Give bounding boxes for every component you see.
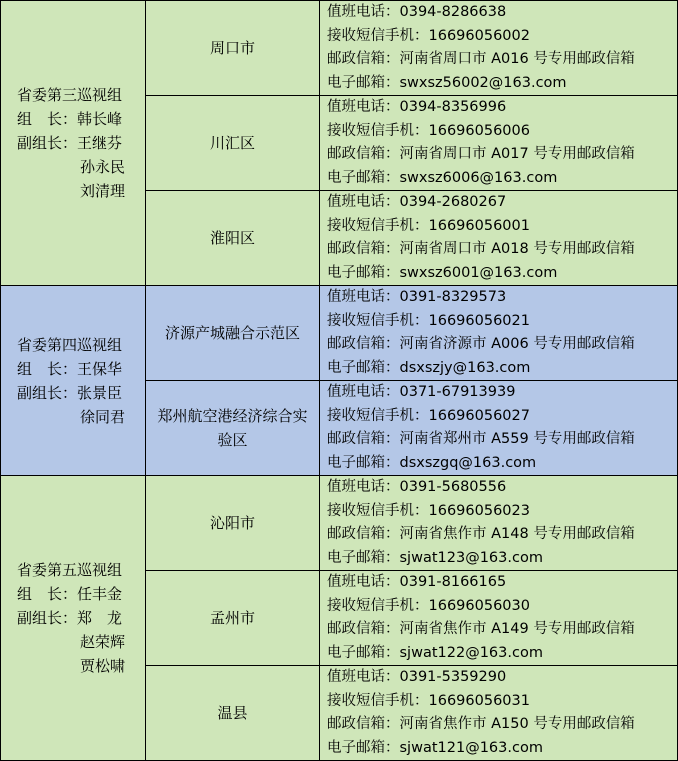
phone-label: 值班电话： <box>327 384 400 400</box>
contact-cell <box>320 381 678 476</box>
contact-cell <box>320 476 678 571</box>
email-value: sjwat121@163.com <box>399 739 543 756</box>
sms-label: 接收短信手机： <box>327 217 429 234</box>
group-cell <box>1 286 146 476</box>
sms-value: 16696056021 <box>428 312 530 329</box>
sms-value: 16696056002 <box>428 27 530 44</box>
deputy-name: 赵荣辉 <box>80 633 126 651</box>
mail-label: 邮政信箱： <box>327 621 400 637</box>
deputy-name: 刘清理 <box>80 182 126 200</box>
phone-label: 值班电话： <box>327 669 400 685</box>
region-name: 淮阳区 <box>146 191 320 286</box>
phone-label: 值班电话： <box>327 99 400 115</box>
sms-label: 接收短信手机： <box>327 122 429 139</box>
phone-value: 0391-8166165 <box>399 574 507 590</box>
contact-cell <box>320 96 678 191</box>
mail-value: 河南省周口市 A018 号专用邮政信箱 <box>399 241 635 257</box>
contact-cell <box>320 571 678 666</box>
mail-value: 河南省周口市 A016 号专用邮政信箱 <box>399 51 635 67</box>
phone-label: 值班电话： <box>327 479 400 495</box>
email-value: swxsz56002@163.com <box>399 74 567 91</box>
mail-label: 邮政信箱： <box>327 146 400 162</box>
email-label: 电子邮箱： <box>327 549 400 566</box>
email-label: 电子邮箱： <box>327 454 400 471</box>
mail-value: 河南省焦作市 A150 号专用邮政信箱 <box>399 716 635 732</box>
mail-value: 河南省焦作市 A149 号专用邮政信箱 <box>399 621 635 637</box>
region-name: 郑州航空港经济综合实验区 <box>146 381 320 476</box>
group-title: 省委第五巡视组 <box>17 561 123 579</box>
group-title: 省委第四巡视组 <box>17 335 123 354</box>
email-label: 电子邮箱： <box>327 739 400 756</box>
sms-value: 16696056031 <box>428 692 530 709</box>
table-row <box>1 476 678 571</box>
sms-label: 接收短信手机： <box>327 502 429 519</box>
phone-value: 0394-8286638 <box>399 4 507 20</box>
leader-name: 任丰金 <box>77 585 123 603</box>
table-row <box>1 1 678 96</box>
region-name: 沁阳市 <box>146 476 320 571</box>
email-value: sjwat123@163.com <box>399 549 543 566</box>
group-cell <box>1 1 146 286</box>
contact-cell <box>320 191 678 286</box>
deputy-label: 副组长： <box>17 383 78 402</box>
sms-label: 接收短信手机： <box>327 692 429 709</box>
sms-label: 接收短信手机： <box>327 27 429 44</box>
mail-value: 河南省郑州市 A559 号专用邮政信箱 <box>399 431 635 447</box>
phone-label: 值班电话： <box>327 194 400 210</box>
phone-label: 值班电话： <box>327 574 400 590</box>
email-value: swxsz6006@163.com <box>399 169 558 186</box>
leader-label: 组 长： <box>17 585 78 603</box>
sms-label: 接收短信手机： <box>327 312 429 329</box>
phone-value: 0391-5680556 <box>399 479 507 495</box>
deputy-label: 副组长： <box>17 609 78 627</box>
deputy-name: 王继芬 <box>77 134 123 152</box>
phone-label: 值班电话： <box>327 4 400 20</box>
group-title: 省委第三巡视组 <box>17 86 123 104</box>
group-cell <box>1 476 146 761</box>
leader-name: 韩长峰 <box>77 110 123 128</box>
phone-value: 0371-67913939 <box>399 384 516 400</box>
leader-label: 组 长： <box>17 359 78 378</box>
email-value: sjwat122@163.com <box>399 644 543 661</box>
deputy-name: 贾松啸 <box>80 657 126 675</box>
mail-value: 河南省焦作市 A148 号专用邮政信箱 <box>399 526 635 542</box>
sms-value: 16696056006 <box>428 122 530 139</box>
deputy-label: 副组长： <box>17 134 78 152</box>
table-row <box>1 286 678 381</box>
email-label: 电子邮箱： <box>327 264 400 281</box>
mail-label: 邮政信箱： <box>327 431 400 447</box>
region-name: 济源产城融合示范区 <box>146 286 320 381</box>
email-value: swxsz6001@163.com <box>399 264 558 281</box>
mail-value: 河南省济源市 A006 号专用邮政信箱 <box>399 336 635 352</box>
email-label: 电子邮箱： <box>327 359 400 376</box>
deputy-name: 郑 龙 <box>77 609 123 627</box>
mail-value: 河南省周口市 A017 号专用邮政信箱 <box>399 146 635 162</box>
contact-cell <box>320 1 678 96</box>
phone-label: 值班电话： <box>327 289 400 305</box>
region-name: 温县 <box>146 666 320 761</box>
sms-label: 接收短信手机： <box>327 597 429 614</box>
region-name: 孟州市 <box>146 571 320 666</box>
region-name: 川汇区 <box>146 96 320 191</box>
leader-label: 组 长： <box>17 110 78 128</box>
sms-label: 接收短信手机： <box>327 407 429 424</box>
phone-value: 0391-5359290 <box>399 669 507 685</box>
deputy-name: 徐同君 <box>80 407 126 426</box>
sms-value: 16696056001 <box>428 217 530 234</box>
deputy-name: 孙永民 <box>80 158 126 176</box>
phone-value: 0391-8329573 <box>399 289 507 305</box>
leader-name: 王保华 <box>77 359 123 378</box>
email-label: 电子邮箱： <box>327 169 400 186</box>
deputy-name: 张景臣 <box>77 383 123 402</box>
email-value: dsxszgq@163.com <box>399 454 537 471</box>
contact-cell <box>320 286 678 381</box>
mail-label: 邮政信箱： <box>327 716 400 732</box>
sms-value: 16696056023 <box>428 502 530 519</box>
mail-label: 邮政信箱： <box>327 241 400 257</box>
region-name: 周口市 <box>146 1 320 96</box>
email-label: 电子邮箱： <box>327 74 400 91</box>
sms-value: 16696056030 <box>428 597 530 614</box>
mail-label: 邮政信箱： <box>327 51 400 67</box>
contact-cell <box>320 666 678 761</box>
sms-value: 16696056027 <box>428 407 530 424</box>
phone-value: 0394-8356996 <box>399 99 507 115</box>
mail-label: 邮政信箱： <box>327 526 400 542</box>
email-label: 电子邮箱： <box>327 644 400 661</box>
phone-value: 0394-2680267 <box>399 194 507 210</box>
email-value: dsxszjy@163.com <box>399 359 531 376</box>
mail-label: 邮政信箱： <box>327 336 400 352</box>
